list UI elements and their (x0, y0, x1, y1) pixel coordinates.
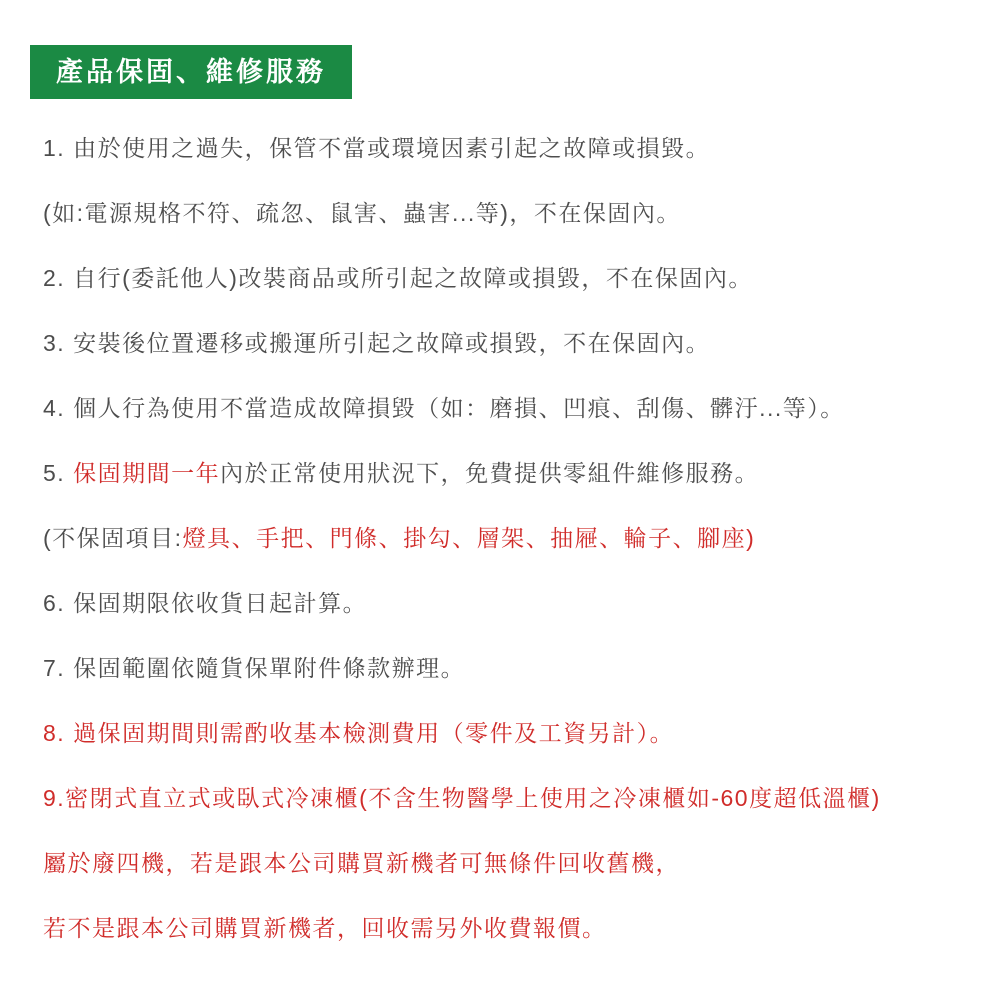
term-text: 2. 自行(委託他人)改裝商品或所引起之故障或損毀，不在保固內。 (43, 265, 753, 291)
section-title-badge (30, 45, 352, 99)
term-text: 內於正常使用狀況下，免費提供零組件維修服務。 (220, 460, 760, 486)
term-text: (不保固項目: (43, 525, 183, 551)
term-line (43, 766, 970, 831)
term-text: (如:電源規格不符、疏忽、鼠害、蟲害...等)，不在保固內。 (43, 200, 681, 226)
term-line (43, 506, 970, 571)
term-line (43, 896, 970, 961)
term-text-highlight: 9.密閉式直立式或臥式冷凍櫃(不含生物醫學上使用之冷凍櫃如-60度超低溫櫃) (43, 785, 881, 811)
term-text-highlight: 保固期間一年 (73, 460, 221, 486)
term-text: 4. 個人行為使用不當造成故障損毀（如：磨損、凹痕、刮傷、髒汙...等）。 (43, 395, 845, 421)
term-line (43, 376, 970, 441)
term-text: 3. 安裝後位置遷移或搬運所引起之故障或損毀，不在保固內。 (43, 330, 711, 356)
term-line (43, 181, 970, 246)
term-line (43, 116, 970, 181)
term-text: 1. 由於使用之過失，保管不當或環境因素引起之故障或損毀。 (43, 135, 711, 161)
term-line (43, 701, 970, 766)
term-text-highlight: 8. 過保固期間則需酌收基本檢測費用（零件及工資另計）。 (43, 720, 675, 746)
term-line (43, 246, 970, 311)
term-text-highlight: 燈具、手把、門條、掛勾、層架、抽屜、輪子、腳座) (182, 525, 756, 551)
term-line (43, 831, 970, 896)
term-text: 5. (43, 460, 74, 486)
term-line (43, 636, 970, 701)
terms-list (0, 116, 1000, 961)
term-text: 6. 保固期限依收貨日起計算。 (43, 590, 368, 616)
term-text-highlight: 屬於廢四機，若是跟本公司購買新機者可無條件回收舊機， (43, 850, 680, 876)
term-line (43, 311, 970, 376)
term-text-highlight: 若不是跟本公司購買新機者，回收需另外收費報價。 (43, 915, 607, 941)
term-text: 7. 保固範圍依隨貨保單附件條款辦理。 (43, 655, 466, 681)
section-title: 產品保固、維修服務 (56, 57, 326, 87)
term-line (43, 571, 970, 636)
term-line (43, 441, 970, 506)
